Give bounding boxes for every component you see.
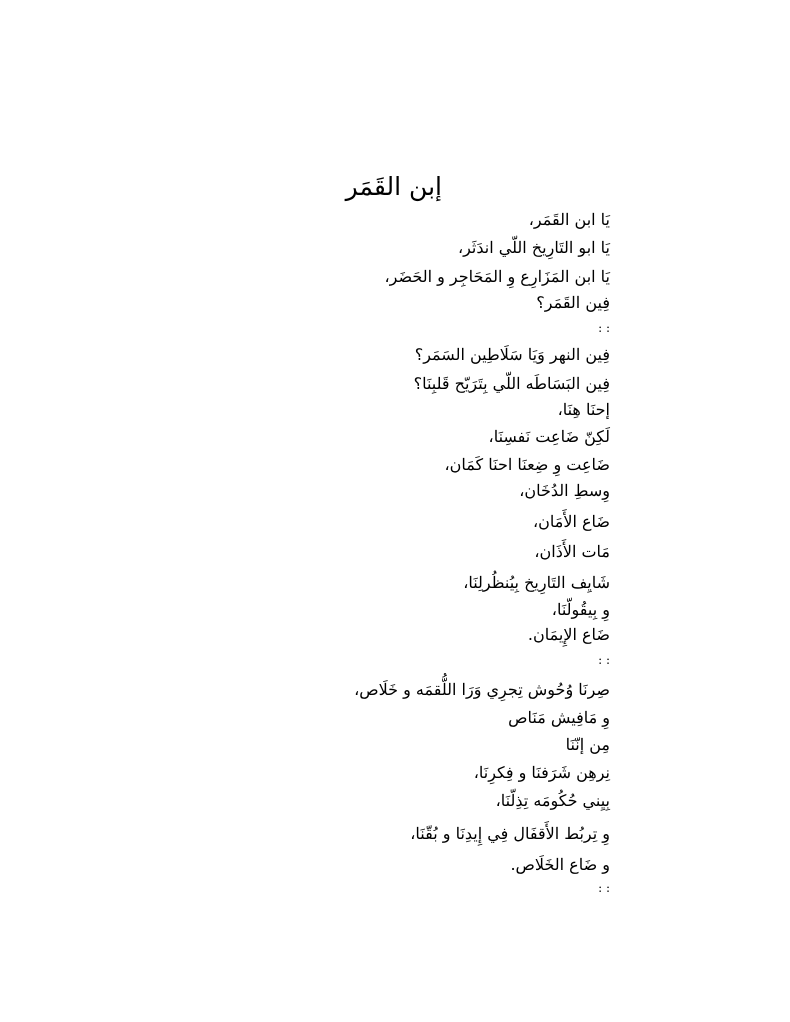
poem-line: إحنَا هِنَا، xyxy=(557,400,610,419)
poem-line: نِرهِن شَرَفنَا و فِكرِنَا، xyxy=(473,763,610,782)
poem-line: وِ بِيقُولّنَا، xyxy=(551,600,610,619)
stanza-separator: : : xyxy=(598,653,610,667)
poem-line: مَات الأَذَان، xyxy=(534,542,610,561)
poem-line: شَايِف التَارِيخ بِيُنظُرلِنَا، xyxy=(463,573,610,592)
poem-line: وِسطِ الدُخَان، xyxy=(519,481,610,500)
poem-line: ضَاعِت وِ ضِعنَا احنَا كَمَان، xyxy=(444,455,610,474)
stanza-separator: : : xyxy=(598,881,610,895)
poem-line: و ضَاع الخَلَاص. xyxy=(510,855,610,874)
poem-line: يَا ابن المَزَارِع وِ المَحَاجِر و الحَضَر، xyxy=(384,267,610,286)
poem-line: فِين النهر وَيَا سَلَاطِين السَمَر؟ xyxy=(414,345,610,364)
poem-line: فِين البَسَاطَه اللّي بِتَرَيّح قَلبِنَا؟ xyxy=(413,374,610,393)
poem-line: مِن إنّنَا xyxy=(565,735,610,754)
poem-line: يَا ابن القَمَر، xyxy=(528,210,610,229)
stanza-separator: : : xyxy=(598,321,610,335)
poem-line: لَكِنّ ضَاعِت نَفسِنَا، xyxy=(488,427,610,446)
poem-line: فِين القَمَر؟ xyxy=(536,293,610,312)
poem-line: ضَاع الأَمَان، xyxy=(532,512,610,531)
poem-line: يَا ابو التَارِيخ اللّي اندَثَر، xyxy=(457,238,610,257)
poem-line: ضَاع الإِيمَان. xyxy=(527,625,610,644)
poem-line: وِ مَافِيش مَنَاص xyxy=(508,708,610,727)
poem-line: صِرنَا وُحُوش تِجرِي وَرَا اللُّقمَه و خَلَاص، xyxy=(354,680,610,699)
poem-line: وِ تِربُط الأَقفَال فِي إِيدِنَا و بُقّنَا، xyxy=(410,824,610,843)
poem-line: بِيِني حُكُومَه تِذِلّنَا، xyxy=(495,791,610,810)
poem-title: إبن القَمَر xyxy=(345,172,442,201)
